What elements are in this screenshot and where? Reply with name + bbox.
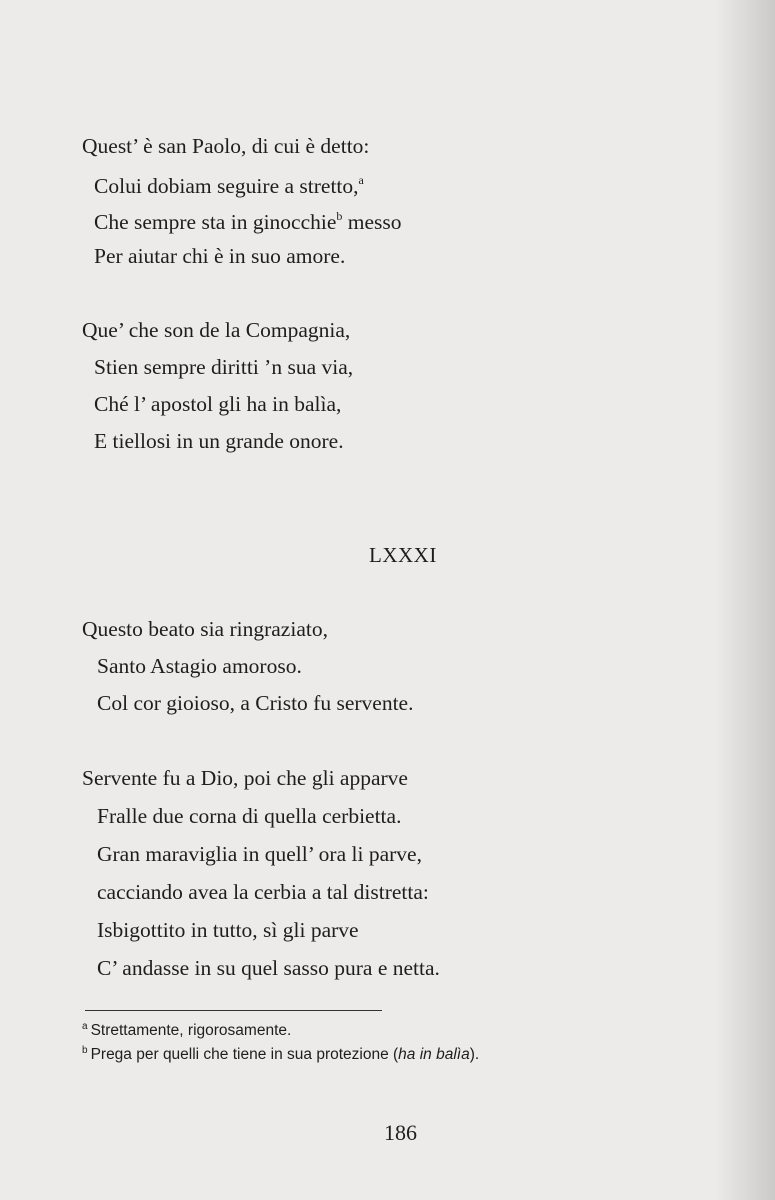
verse-line: Fralle due corna di quella cerbietta. [97,804,402,828]
poem-number-heading: LXXXI [369,543,437,567]
verse-line: E tiellosi in un grande onore. [94,429,344,453]
verse-line: Colui dobiam seguire a stretto,$^a$ [94,173,364,198]
page-edge-shadow [715,0,775,1200]
footnote-divider [85,1010,382,1011]
verse-line: Che sempre sta in ginocchie$^b$ messo [94,209,402,234]
verse-line: Questo beato sia ringraziato, [82,617,328,641]
footnote-b: $^b$ Prega per quelli che tiene in sua protezione (ha in balìa). [82,1045,480,1063]
verse-line: Que’ che son de la Compagnia, [82,318,351,342]
verse-line: Stien sempre diritti ’n sua via, [94,355,354,379]
verse-line: Per aiutar chi è in suo amore. [94,244,346,268]
verse-line: Col cor gioioso, a Cristo fu servente. [97,691,414,715]
verse-line: cacciando avea la cerbia a tal distretta: [97,880,429,904]
page-number: 186 [384,1120,417,1145]
verse-line: Santo Astagio amoroso. [97,654,302,678]
verse-line: C’ andasse in su quel sasso pura e netta. [97,956,440,980]
footnote-ref-a: a [358,173,364,187]
verse-line: Servente fu a Dio, poi che gli apparve [82,766,408,790]
verse-line: Quest’ è san Paolo, di cui è detto: [82,134,370,158]
verse-line: Gran maraviglia in quell’ ora li parve, [97,842,422,866]
verse-line: Isbigottito in tutto, sì gli parve [97,918,359,942]
footnote-a: $^a$ Strettamente, rigorosamente. [82,1021,292,1039]
verse-line: Ché l’ apostol gli ha in balìa, [94,392,342,416]
footnote-ref-b: b [336,209,343,223]
